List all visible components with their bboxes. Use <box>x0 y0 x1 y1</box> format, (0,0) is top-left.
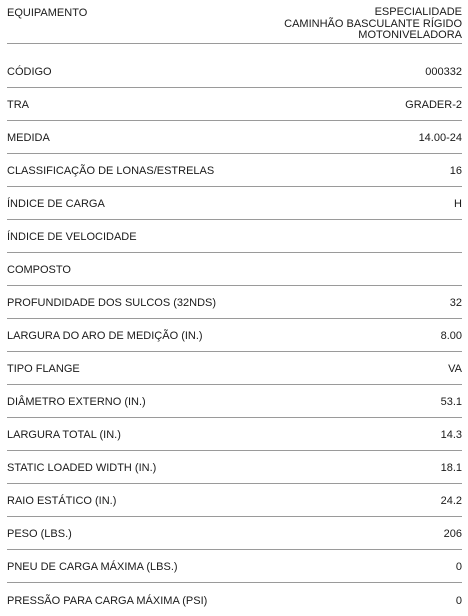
spec-label: COMPOSTO <box>7 264 71 276</box>
spec-value: 8.00 <box>440 330 462 342</box>
spec-label: LARGURA TOTAL (IN.) <box>7 429 121 441</box>
spec-label: LARGURA DO ARO DE MEDIÇÃO (IN.) <box>7 330 203 342</box>
spec-value: 18.1 <box>440 462 462 474</box>
spec-label: TIPO FLANGE <box>7 363 80 375</box>
spec-row-max-load-pressure <box>7 583 462 616</box>
spec-row-outer-diameter <box>7 385 462 418</box>
spec-label: CÓDIGO <box>7 66 52 78</box>
spec-row-tra <box>7 88 462 121</box>
spec-row-max-load <box>7 550 462 583</box>
spec-label: MEDIDA <box>7 132 50 144</box>
spec-row-tread-depth <box>7 286 462 319</box>
spec-value: 0 <box>455 561 462 573</box>
equipment-value-1: ESPECIALIDADE <box>374 6 462 18</box>
spec-value: 0 <box>455 594 462 607</box>
spec-value: 32 <box>449 297 462 309</box>
spec-value: 53.1 <box>440 396 462 408</box>
spec-row-speed-index <box>7 220 462 253</box>
spec-label: TRA <box>7 99 29 111</box>
spec-row-load-index <box>7 187 462 220</box>
spec-value: 14.00-24 <box>418 132 462 144</box>
spec-label: ÍNDICE DE VELOCIDADE <box>7 231 137 243</box>
spec-row-overall-width <box>7 418 462 451</box>
spec-row-flange-type <box>7 352 462 385</box>
equipment-header-row <box>7 0 462 44</box>
spec-label: DIÂMETRO EXTERNO (IN.) <box>7 396 146 408</box>
equipment-value-2: CAMINHÃO BASCULANTE RÍGIDO <box>284 17 462 30</box>
spec-value: 000332 <box>425 66 462 78</box>
spec-row-static-radius <box>7 484 462 517</box>
spec-row-rim-width <box>7 319 462 352</box>
spec-row-compound <box>7 253 462 286</box>
spec-label: PNEU DE CARGA MÁXIMA (LBS.) <box>7 561 178 573</box>
spec-label: STATIC LOADED WIDTH (IN.) <box>7 462 157 474</box>
spec-label: ÍNDICE DE CARGA <box>7 198 105 210</box>
spec-value: GRADER-2 <box>405 99 462 111</box>
spec-value: 24.2 <box>440 495 462 507</box>
spec-label: RAIO ESTÁTICO (IN.) <box>7 495 117 507</box>
equipment-values <box>284 7 462 42</box>
equipment-label: EQUIPAMENTO <box>7 7 88 19</box>
spec-row-ply-rating <box>7 154 462 187</box>
equipment-value-3: MOTONIVELADORA <box>358 29 462 41</box>
spec-value: 206 <box>443 528 462 540</box>
spec-value: VA <box>448 363 462 375</box>
spec-value: 16 <box>449 165 462 177</box>
spec-value: H <box>454 198 462 210</box>
spec-row-weight <box>7 517 462 550</box>
spec-table <box>7 55 462 616</box>
spec-label: PESO (LBS.) <box>7 528 72 540</box>
spec-label: PRESSÃO PARA CARGA MÁXIMA (PSI) <box>7 594 208 607</box>
spec-row-static-loaded-width <box>7 451 462 484</box>
spec-label: CLASSIFICAÇÃO DE LONAS/ESTRELAS <box>7 165 215 177</box>
spec-row-code <box>7 55 462 88</box>
spec-value: 14.3 <box>440 429 462 441</box>
spec-row-size <box>7 121 462 154</box>
spec-label: PROFUNDIDADE DOS SULCOS (32NDS) <box>7 297 217 309</box>
